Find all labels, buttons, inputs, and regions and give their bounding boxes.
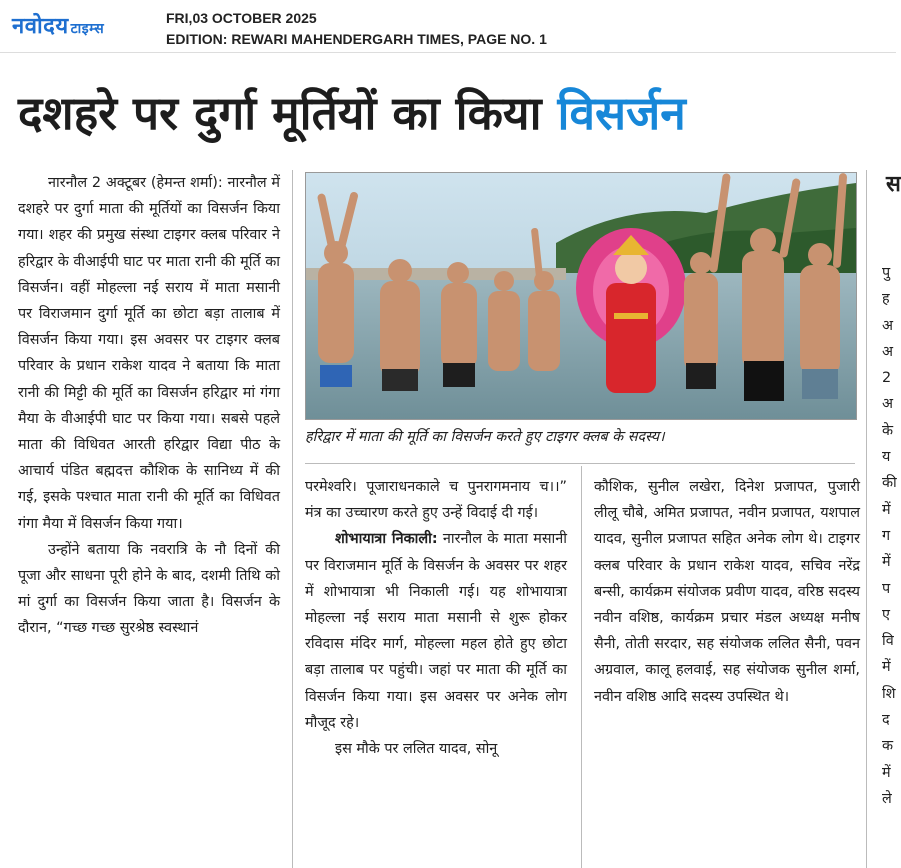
logo-sub-text: टाइम्स [70, 21, 105, 37]
headline-highlight: विसर्जन [557, 86, 686, 140]
edge-line: 2 [882, 370, 892, 387]
paragraph-attendees-start: इस मौके पर ललित यादव, सोनू [335, 741, 498, 758]
photo-caption: हरिद्वार में माता की मूर्ति का विसर्जन करते हुए टाइगर क्लब के सदस्य। [305, 429, 665, 445]
edge-line: अ [882, 396, 893, 413]
paragraph-dateline: नारनौल 2 अक्टूबर (हेमन्त शर्मा): नारनौल में दशहरे पर दुर्गा माता की मूर्तियों का विसर्जन किया गया। शहर की प्रमुख संस्था टाइगर क्लब परिवार ने हरिद्वार के वीआईपी घाट पर माता रानी की मूर्ति का विसर्जन। वहीं मोहल्ला नई सराय में माता मसानी पर विराजमान दुर्गा मूर्ति का छोटा बड़ा तालाब में विसर्जन किया गया। इस अवसर पर टाइगर क्लब परिवार के प्रधान राकेश यादव ने बताया कि माता रानी की मिट्टी की मूर्ति का विसर्जन हरिद्वार मां गंगा मैया के वीआईपी घाट पर किया गया। सबसे पहले माता की विधिवत आरती हरिद्वार विद्या पीठ के आचार्य पंडित बह्मदत्त कौशिक के सानिध्य में की गई, इसके पश्चात माता रानी की मूर्ति का विधिवत गंगा मैया में विसर्जन किया गया। [18, 175, 280, 532]
edge-line: अ [882, 343, 893, 360]
edge-line: क [882, 738, 894, 755]
edge-line: में [882, 501, 891, 518]
next-column-edge [870, 170, 901, 868]
article-headline [0, 72, 896, 154]
edge-line: वि [882, 633, 894, 650]
article-photo[interactable] [305, 172, 857, 420]
edge-line: य [882, 449, 891, 466]
procession-text: नारनौल के माता मसानी पर विराजमान मूर्ति के विसर्जन के अवसर पर शहर में शोभायात्रा भी निकाली गई। यह शोभायात्रा मोहल्ला नई सराय माता मसानी से शुरू होकर रविदास मंदिर मार्ग, मोहल्ला महल होते हुए छोटा बड़ा तालाब पर पहुंची। जहां पर माता की मूर्ति का विसर्जन किया गया। इस अवसर पर अनेक लोग मौजूद रहे। [305, 531, 568, 731]
edge-line: में [882, 554, 891, 571]
article-column-3 [594, 474, 860, 710]
edge-line: ले [882, 790, 892, 807]
logo-main-text: नवोदय [12, 14, 69, 39]
edge-head: स [886, 172, 901, 197]
date-line: FRI,03 OCTOBER 2025 [166, 10, 317, 26]
edge-line: द [882, 712, 890, 729]
subheading-procession: शोभायात्रा निकाली: [335, 531, 438, 548]
photo-illustration [306, 173, 856, 419]
edge-line: पु [882, 265, 891, 281]
edge-line: की [882, 475, 897, 492]
edge-line: में [882, 764, 891, 781]
edition-line: EDITION: REWARI MAHENDERGARH TIMES, PAGE NO. 1 [166, 31, 547, 47]
column-divider [581, 466, 582, 868]
caption-rule [305, 463, 855, 464]
headline-main: दशहरे पर दुर्गा मूर्तियों का किया [18, 86, 542, 140]
masthead-bar [0, 0, 896, 53]
edge-line: ए [882, 606, 890, 623]
edge-line: ग [882, 527, 891, 544]
article-column-1 [18, 170, 280, 642]
edge-line: प [882, 580, 891, 597]
paragraph-procession [305, 526, 567, 736]
edge-line: शि [882, 685, 896, 702]
edge-line: में [882, 659, 891, 676]
edge-line: ह [882, 291, 890, 308]
paragraph-mantra: परमेश्वरि। पूजाराधनकाले च पुनरागमनाय च।।” मंत्र का उच्चारण करते हुए उन्हें विदाई दी गई। [305, 479, 567, 522]
column-divider [866, 170, 867, 868]
paragraph-attendees: कौशिक, सुनील लखेरा, दिनेश प्रजापत, पुजारी लीलू चौबे, अमित प्रजापत, नवीन प्रजापत, यशपाल यादव, सुनील प्रजापत सहित अनेक लोग थे। टाइगर क्लब परिवार के प्रधान राकेश यादव, सचिव नरेंद्र बन्सी, कार्यक्रम संयोजक प्रवीण यादव, वरिष्ठ सदस्य नवीन वशिष्ठ, कार्यक्रम प्रचार मंडल अध्यक्ष मनीष सैनी, तोती सरदार, सह संयोजक ललित सैनी, पवन अग्रवाल, कालू हलवाई, सह संयोजक सुनील शर्मा, नवीन वशिष्ठ आदि सदस्य उपस्थित थे। [594, 479, 860, 705]
newspaper-logo[interactable] [12, 10, 104, 40]
edge-line: के [882, 422, 894, 439]
paragraph-2: उन्होंने बताया कि नवरात्रि के नौ दिनों की पूजा और साधना पूरी होने के बाद, दशमी तिथि को मां दुर्गा का विसर्जन किया जाता है। विसर्जन के दौरान, “गच्छ गच्छ सुरश्रेष्ठ स्वस्थानं [18, 541, 280, 637]
column-divider [292, 170, 293, 868]
article-column-2 [305, 474, 567, 762]
edition-info [166, 8, 547, 50]
edge-line: अ [882, 317, 893, 334]
